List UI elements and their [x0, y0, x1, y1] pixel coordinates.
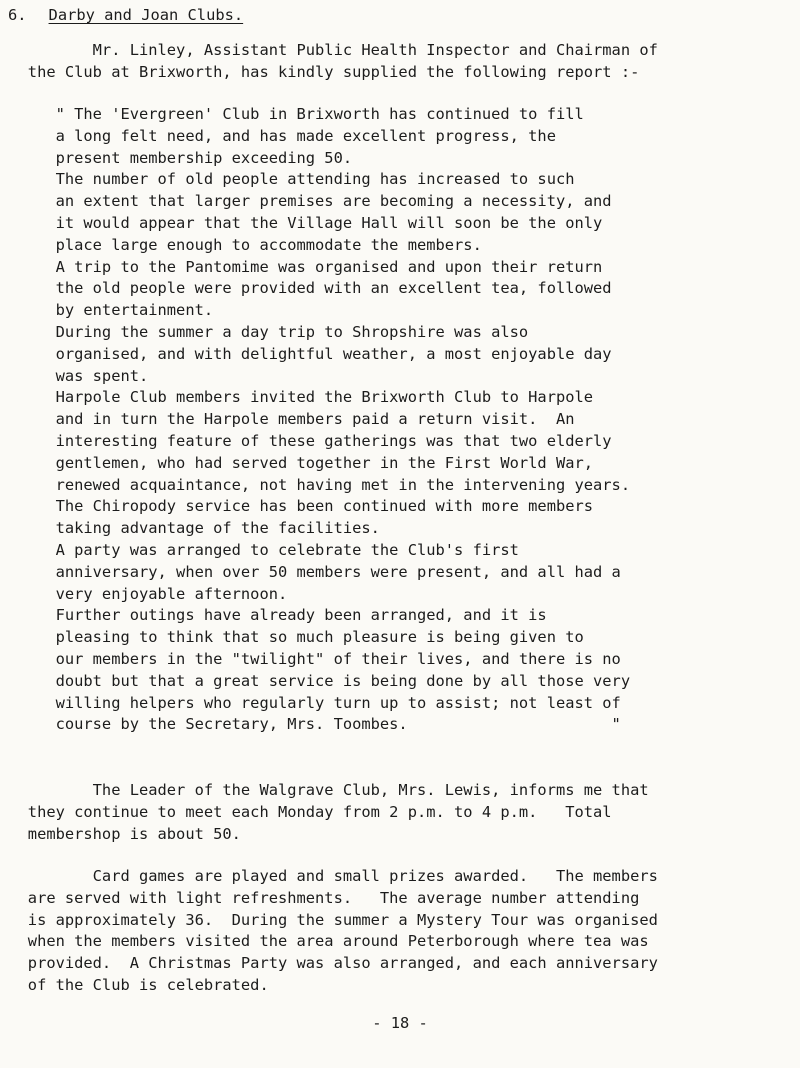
text-line: anniversary, when over 50 members were present, and all had a	[0, 562, 621, 581]
walgrave-paragraph	[0, 780, 649, 845]
text-line: Mr. Linley, Assistant Public Health Inspector and Chairman of	[0, 41, 658, 59]
text-line: by entertainment.	[0, 301, 214, 320]
text-line: the Club at Brixworth, has kindly supplied the following report :-	[0, 62, 640, 81]
text-line: pleasing to think that so much pleasure is being given to	[0, 628, 584, 647]
text-line: place large enough to accommodate the members.	[0, 235, 482, 254]
text-line: During the summer a day trip to Shropshire was also	[0, 322, 529, 341]
text-line: an extent that larger premises are becoming a necessity, and	[0, 192, 612, 211]
text-line: very enjoyable afternoon.	[0, 584, 288, 603]
text-line: are served with light refreshments. The average number attending	[0, 888, 640, 907]
section-heading	[8, 4, 243, 26]
text-line: Card games are played and small prizes awarded. The members	[0, 867, 658, 885]
text-line: of the Club is celebrated.	[0, 975, 269, 994]
text-line: the old people were provided with an excellent tea, followed	[0, 279, 612, 298]
text-line: willing helpers who regularly turn up to assist; not least of	[0, 693, 621, 712]
text-line: Harpole Club members invited the Brixworth Club to Harpole	[0, 388, 594, 407]
page-number: - 18 -	[372, 1014, 428, 1032]
text-line: doubt but that a great service is being done by all those very	[0, 671, 631, 690]
text-line: A party was arranged to celebrate the Club's first	[0, 540, 519, 559]
text-line: a long felt need, and has made excellent progress, the	[0, 126, 556, 145]
text-line: interesting feature of these gatherings was that two elderly	[0, 431, 612, 450]
text-line: taking advantage of the facilities.	[0, 519, 380, 538]
text-line: " The 'Evergreen' Club in Brixworth has continued to fill	[0, 105, 584, 123]
text-line: A trip to the Pantomime was organised and upon their return	[0, 257, 603, 276]
text-line: Further outings have already been arranged, and it is	[0, 606, 547, 625]
section-title: Darby and Joan Clubs.	[48, 6, 244, 24]
text-line: The Leader of the Walgrave Club, Mrs. Lewis, informs me that	[0, 781, 649, 799]
text-line: was spent.	[0, 366, 149, 385]
card-games-paragraph	[0, 866, 658, 997]
section-number: 6.	[8, 6, 27, 24]
text-line: gentlemen, who had served together in the First World War,	[0, 453, 594, 472]
quoted-report	[0, 104, 630, 736]
text-line: provided. A Christmas Party was also arranged, and each anniversary	[0, 954, 658, 973]
text-line: membershop is about 50.	[0, 824, 241, 843]
text-line: renewed acquaintance, not having met in the intervening years.	[0, 475, 631, 494]
text-line: The Chiropody service has been continued with more members	[0, 497, 594, 516]
text-line: when the members visited the area around Peterborough where tea was	[0, 932, 649, 951]
text-line: present membership exceeding 50.	[0, 148, 353, 167]
text-line: they continue to meet each Monday from 2 p.m. to 4 p.m. Total	[0, 802, 612, 821]
text-line: The number of old people attending has increased to such	[0, 170, 575, 189]
intro-paragraph	[0, 40, 658, 84]
text-line: is approximately 36. During the summer a Mystery Tour was organised	[0, 910, 658, 929]
text-line: and in turn the Harpole members paid a return visit. An	[0, 410, 575, 429]
text-line: it would appear that the Village Hall will soon be the only	[0, 213, 603, 232]
text-line: course by the Secretary, Mrs. Toombes. "	[0, 715, 621, 734]
text-line: our members in the "twilight" of their lives, and there is no	[0, 649, 621, 668]
text-line: organised, and with delightful weather, a most enjoyable day	[0, 344, 612, 363]
